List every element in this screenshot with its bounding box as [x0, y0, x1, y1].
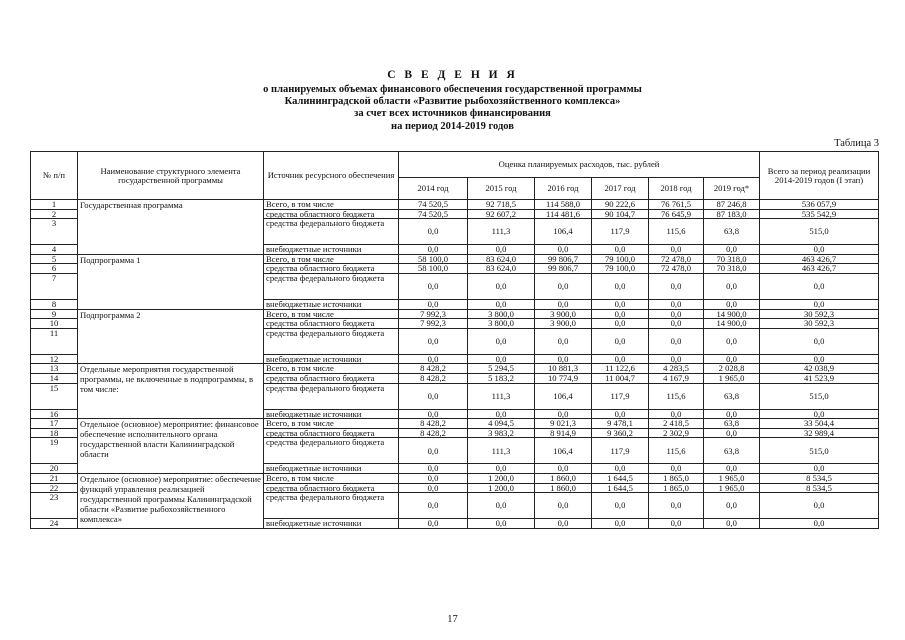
year-value: 0,0 — [592, 493, 649, 519]
year-value: 8 914,9 — [535, 428, 592, 438]
year-value: 79 100,0 — [592, 254, 649, 264]
year-value: 72 478,0 — [649, 264, 704, 274]
year-value: 90 104,7 — [592, 209, 649, 219]
year-value: 9 478,1 — [592, 419, 649, 429]
col-total-header: Всего за период реализации 2014-2019 годов (I этап) — [760, 152, 879, 200]
row-number: 22 — [31, 483, 78, 493]
year-value: 0,0 — [704, 354, 760, 364]
year-value: 0,0 — [468, 464, 535, 474]
funding-source: Всего, в том числе — [264, 309, 399, 319]
year-value: 63,8 — [704, 219, 760, 245]
row-number: 19 — [31, 438, 78, 464]
total-value: 463 426,7 — [760, 264, 879, 274]
year-value: 74 520,5 — [399, 209, 468, 219]
row-number: 9 — [31, 309, 78, 319]
year-value: 72 478,0 — [649, 254, 704, 264]
year-value: 4 094,5 — [468, 419, 535, 429]
total-value: 0,0 — [760, 464, 879, 474]
total-value: 30 592,3 — [760, 309, 879, 319]
year-value: 1 200,0 — [468, 473, 535, 483]
funding-source: внебюджетные источники — [264, 464, 399, 474]
year-value: 1 200,0 — [468, 483, 535, 493]
year-value: 0,0 — [649, 409, 704, 419]
year-value: 0,0 — [535, 328, 592, 354]
year-value: 83 624,0 — [468, 254, 535, 264]
total-value: 515,0 — [760, 383, 879, 409]
funding-source: средства областного бюджета — [264, 319, 399, 329]
year-value: 0,0 — [535, 409, 592, 419]
year-value: 0,0 — [649, 273, 704, 299]
year-value: 0,0 — [399, 354, 468, 364]
table-row — [31, 309, 879, 319]
total-value: 8 534,5 — [760, 483, 879, 493]
row-number: 8 — [31, 299, 78, 309]
year-value: 111,3 — [468, 219, 535, 245]
funding-source: средства федерального бюджета — [264, 219, 399, 245]
year-value: 0,0 — [649, 299, 704, 309]
year-value: 90 222,6 — [592, 200, 649, 210]
year-value: 99 806,7 — [535, 264, 592, 274]
year-value: 0,0 — [704, 409, 760, 419]
year-value: 0,0 — [592, 519, 649, 529]
row-number: 11 — [31, 328, 78, 354]
year-value: 0,0 — [468, 493, 535, 519]
table-label: Таблица 3 — [834, 138, 879, 149]
total-value: 30 592,3 — [760, 319, 879, 329]
year-value: 0,0 — [399, 464, 468, 474]
year-value: 63,8 — [704, 438, 760, 464]
row-number: 6 — [31, 264, 78, 274]
year-value: 5 183,2 — [468, 373, 535, 383]
year-value: 0,0 — [468, 299, 535, 309]
year-value: 114 481,6 — [535, 209, 592, 219]
year-value: 1 865,0 — [649, 473, 704, 483]
year-value: 3 900,0 — [535, 309, 592, 319]
funding-source: средства федерального бюджета — [264, 328, 399, 354]
document-title: С В Е Д Е Н И Я — [387, 69, 518, 81]
structural-element-name: Отдельное (основное) мероприятие: обеспечение функций управления реализацией государственной программы Калининградской области «Развитие рыбохозяйственного комплекса» — [78, 473, 264, 528]
funding-source: внебюджетные источники — [264, 299, 399, 309]
col-year-header: 2015 год — [468, 178, 535, 200]
year-value: 2 302,9 — [649, 428, 704, 438]
year-value: 1 965,0 — [704, 483, 760, 493]
year-value: 0,0 — [704, 328, 760, 354]
row-number: 13 — [31, 364, 78, 374]
col-year-header: 2018 год — [649, 178, 704, 200]
funding-table — [30, 151, 879, 529]
year-value: 10 774,9 — [535, 373, 592, 383]
row-number: 23 — [31, 493, 78, 519]
year-value: 0,0 — [704, 428, 760, 438]
total-value: 0,0 — [760, 519, 879, 529]
col-year-header: 2019 год* — [704, 178, 760, 200]
year-value: 111,3 — [468, 383, 535, 409]
year-value: 58 100,0 — [399, 254, 468, 264]
table-row — [31, 473, 879, 483]
year-value: 115,6 — [649, 438, 704, 464]
year-value: 0,0 — [535, 519, 592, 529]
year-value: 111,3 — [468, 438, 535, 464]
structural-element-name: Государственная программа — [78, 200, 264, 255]
year-value: 4 283,5 — [649, 364, 704, 374]
year-value: 2 028,8 — [704, 364, 760, 374]
year-value: 92 607,2 — [468, 209, 535, 219]
total-value: 42 038,9 — [760, 364, 879, 374]
year-value: 9 360,2 — [592, 428, 649, 438]
year-value: 10 881,3 — [535, 364, 592, 374]
year-value: 76 645,9 — [649, 209, 704, 219]
year-value: 99 806,7 — [535, 254, 592, 264]
year-value: 106,4 — [535, 383, 592, 409]
year-value: 0,0 — [399, 383, 468, 409]
total-value: 515,0 — [760, 438, 879, 464]
year-value: 7 992,3 — [399, 309, 468, 319]
year-value: 79 100,0 — [592, 264, 649, 274]
year-value: 0,0 — [649, 519, 704, 529]
year-value: 3 983,2 — [468, 428, 535, 438]
col-estimate-header: Оценка планируемых расходов, тыс. рублей — [399, 152, 760, 178]
total-value: 41 523,9 — [760, 373, 879, 383]
table-row — [31, 254, 879, 264]
total-value: 0,0 — [760, 493, 879, 519]
funding-source: средства областного бюджета — [264, 264, 399, 274]
row-number: 10 — [31, 319, 78, 329]
year-value: 0,0 — [592, 245, 649, 255]
year-value: 0,0 — [468, 328, 535, 354]
row-number: 5 — [31, 254, 78, 264]
total-value: 0,0 — [760, 245, 879, 255]
row-number: 17 — [31, 419, 78, 429]
year-value: 1 965,0 — [704, 473, 760, 483]
year-value: 8 428,2 — [399, 364, 468, 374]
document-subtitle-4: на период 2014-2019 годов — [391, 121, 514, 132]
table-row — [31, 419, 879, 429]
year-value: 3 800,0 — [468, 309, 535, 319]
funding-source: средства федерального бюджета — [264, 438, 399, 464]
year-value: 5 294,5 — [468, 364, 535, 374]
col-source-header: Источник ресурсного обеспечения — [264, 152, 399, 200]
year-value: 0,0 — [649, 354, 704, 364]
structural-element-name: Отдельное (основное) мероприятие: финансовое обеспечение исполнительного органа государственной власти Калининградской области — [78, 419, 264, 474]
year-value: 74 520,5 — [399, 200, 468, 210]
total-value: 32 989,4 — [760, 428, 879, 438]
total-value: 535 542,9 — [760, 209, 879, 219]
year-value: 7 992,3 — [399, 319, 468, 329]
total-value: 536 057,9 — [760, 200, 879, 210]
row-number: 2 — [31, 209, 78, 219]
document-subtitle-3: за счет всех источников финансирования — [354, 108, 551, 119]
year-value: 115,6 — [649, 219, 704, 245]
year-value: 0,0 — [399, 438, 468, 464]
year-value: 1 965,0 — [704, 373, 760, 383]
col-name-header: Наименование структурного элемента государственной программы — [78, 152, 264, 200]
funding-source: Всего, в том числе — [264, 200, 399, 210]
year-value: 0,0 — [649, 464, 704, 474]
year-value: 0,0 — [592, 354, 649, 364]
year-value: 0,0 — [399, 219, 468, 245]
total-value: 33 504,4 — [760, 419, 879, 429]
year-value: 0,0 — [399, 493, 468, 519]
row-number: 21 — [31, 473, 78, 483]
year-value: 76 761,5 — [649, 200, 704, 210]
year-value: 0,0 — [468, 409, 535, 419]
year-value: 1 860,0 — [535, 473, 592, 483]
year-value: 0,0 — [649, 493, 704, 519]
total-value: 0,0 — [760, 299, 879, 309]
row-number: 1 — [31, 200, 78, 210]
structural-element-name: Подпрограмма 1 — [78, 254, 264, 309]
year-value: 117,9 — [592, 219, 649, 245]
year-value: 0,0 — [535, 273, 592, 299]
year-value: 0,0 — [399, 245, 468, 255]
year-value: 0,0 — [468, 519, 535, 529]
row-number: 15 — [31, 383, 78, 409]
structural-element-name: Отдельные мероприятия государственной программы, не включенные в подпрограммы, в том числе: — [78, 364, 264, 419]
col-year-header: 2017 год — [592, 178, 649, 200]
year-value: 0,0 — [399, 483, 468, 493]
document-subtitle-1: о планируемых объемах финансового обеспечения государственной программы — [263, 84, 642, 95]
year-value: 0,0 — [704, 273, 760, 299]
year-value: 0,0 — [649, 245, 704, 255]
funding-source: внебюджетные источники — [264, 519, 399, 529]
year-value: 106,4 — [535, 438, 592, 464]
row-number: 16 — [31, 409, 78, 419]
year-value: 0,0 — [399, 473, 468, 483]
year-value: 58 100,0 — [399, 264, 468, 274]
table-row — [31, 364, 879, 374]
year-value: 8 428,2 — [399, 373, 468, 383]
row-number: 18 — [31, 428, 78, 438]
year-value: 87 183,0 — [704, 209, 760, 219]
year-value: 0,0 — [649, 328, 704, 354]
total-value: 0,0 — [760, 354, 879, 364]
year-value: 0,0 — [592, 299, 649, 309]
funding-source: внебюджетные источники — [264, 409, 399, 419]
col-year-header: 2016 год — [535, 178, 592, 200]
year-value: 1 644,5 — [592, 473, 649, 483]
year-value: 8 428,2 — [399, 428, 468, 438]
funding-source: Всего, в том числе — [264, 473, 399, 483]
total-value: 515,0 — [760, 219, 879, 245]
year-value: 0,0 — [592, 309, 649, 319]
funding-source: средства федерального бюджета — [264, 383, 399, 409]
year-value: 0,0 — [399, 519, 468, 529]
year-value: 0,0 — [399, 328, 468, 354]
row-number: 14 — [31, 373, 78, 383]
year-value: 0,0 — [399, 409, 468, 419]
year-value: 0,0 — [592, 328, 649, 354]
row-number: 12 — [31, 354, 78, 364]
total-value: 463 426,7 — [760, 254, 879, 264]
funding-source: внебюджетные источники — [264, 245, 399, 255]
year-value: 14 900,0 — [704, 309, 760, 319]
year-value: 9 021,3 — [535, 419, 592, 429]
year-value: 0,0 — [592, 464, 649, 474]
year-value: 3 800,0 — [468, 319, 535, 329]
funding-source: внебюджетные источники — [264, 354, 399, 364]
funding-source: средства областного бюджета — [264, 483, 399, 493]
year-value: 0,0 — [399, 273, 468, 299]
table-row — [31, 200, 879, 210]
funding-source: средства федерального бюджета — [264, 273, 399, 299]
funding-source: средства областного бюджета — [264, 428, 399, 438]
year-value: 0,0 — [535, 354, 592, 364]
year-value: 115,6 — [649, 383, 704, 409]
year-value: 14 900,0 — [704, 319, 760, 329]
year-value: 0,0 — [592, 409, 649, 419]
page-number: 17 — [447, 614, 458, 625]
year-value: 117,9 — [592, 438, 649, 464]
year-value: 2 418,5 — [649, 419, 704, 429]
year-value: 63,8 — [704, 383, 760, 409]
year-value: 0,0 — [704, 299, 760, 309]
year-value: 0,0 — [704, 245, 760, 255]
year-value: 0,0 — [592, 273, 649, 299]
col-number-header: № п/п — [31, 152, 78, 200]
year-value: 0,0 — [468, 245, 535, 255]
structural-element-name: Подпрограмма 2 — [78, 309, 264, 364]
funding-source: Всего, в том числе — [264, 364, 399, 374]
year-value: 3 900,0 — [535, 319, 592, 329]
year-value: 0,0 — [649, 309, 704, 319]
year-value: 0,0 — [649, 319, 704, 329]
year-value: 0,0 — [535, 464, 592, 474]
year-value: 106,4 — [535, 219, 592, 245]
funding-source: Всего, в том числе — [264, 419, 399, 429]
total-value: 0,0 — [760, 409, 879, 419]
year-value: 70 318,0 — [704, 254, 760, 264]
year-value: 0,0 — [704, 519, 760, 529]
total-value: 8 534,5 — [760, 473, 879, 483]
year-value: 0,0 — [399, 299, 468, 309]
year-value: 11 122,6 — [592, 364, 649, 374]
year-value: 0,0 — [704, 464, 760, 474]
year-value: 4 167,9 — [649, 373, 704, 383]
year-value: 92 718,5 — [468, 200, 535, 210]
document-subtitle-2: Калининградской области «Развитие рыбохозяйственного комплекса» — [284, 96, 621, 107]
funding-source: средства областного бюджета — [264, 209, 399, 219]
year-value: 11 004,7 — [592, 373, 649, 383]
year-value: 83 624,0 — [468, 264, 535, 274]
year-value: 0,0 — [468, 354, 535, 364]
total-value: 0,0 — [760, 328, 879, 354]
year-value: 114 588,0 — [535, 200, 592, 210]
total-value: 0,0 — [760, 273, 879, 299]
funding-source: Всего, в том числе — [264, 254, 399, 264]
year-value: 0,0 — [535, 299, 592, 309]
year-value: 8 428,2 — [399, 419, 468, 429]
year-value: 0,0 — [592, 319, 649, 329]
col-year-header: 2014 год — [399, 178, 468, 200]
funding-source: средства областного бюджета — [264, 373, 399, 383]
funding-source: средства федерального бюджета — [264, 493, 399, 519]
row-number: 4 — [31, 245, 78, 255]
year-value: 63,8 — [704, 419, 760, 429]
year-value: 1 865,0 — [649, 483, 704, 493]
year-value: 70 318,0 — [704, 264, 760, 274]
year-value: 0,0 — [704, 493, 760, 519]
year-value: 117,9 — [592, 383, 649, 409]
row-number: 3 — [31, 219, 78, 245]
row-number: 24 — [31, 519, 78, 529]
year-value: 0,0 — [535, 245, 592, 255]
row-number: 7 — [31, 273, 78, 299]
year-value: 0,0 — [535, 493, 592, 519]
year-value: 0,0 — [468, 273, 535, 299]
year-value: 1 860,0 — [535, 483, 592, 493]
row-number: 20 — [31, 464, 78, 474]
year-value: 87 246,8 — [704, 200, 760, 210]
year-value: 1 644,5 — [592, 483, 649, 493]
